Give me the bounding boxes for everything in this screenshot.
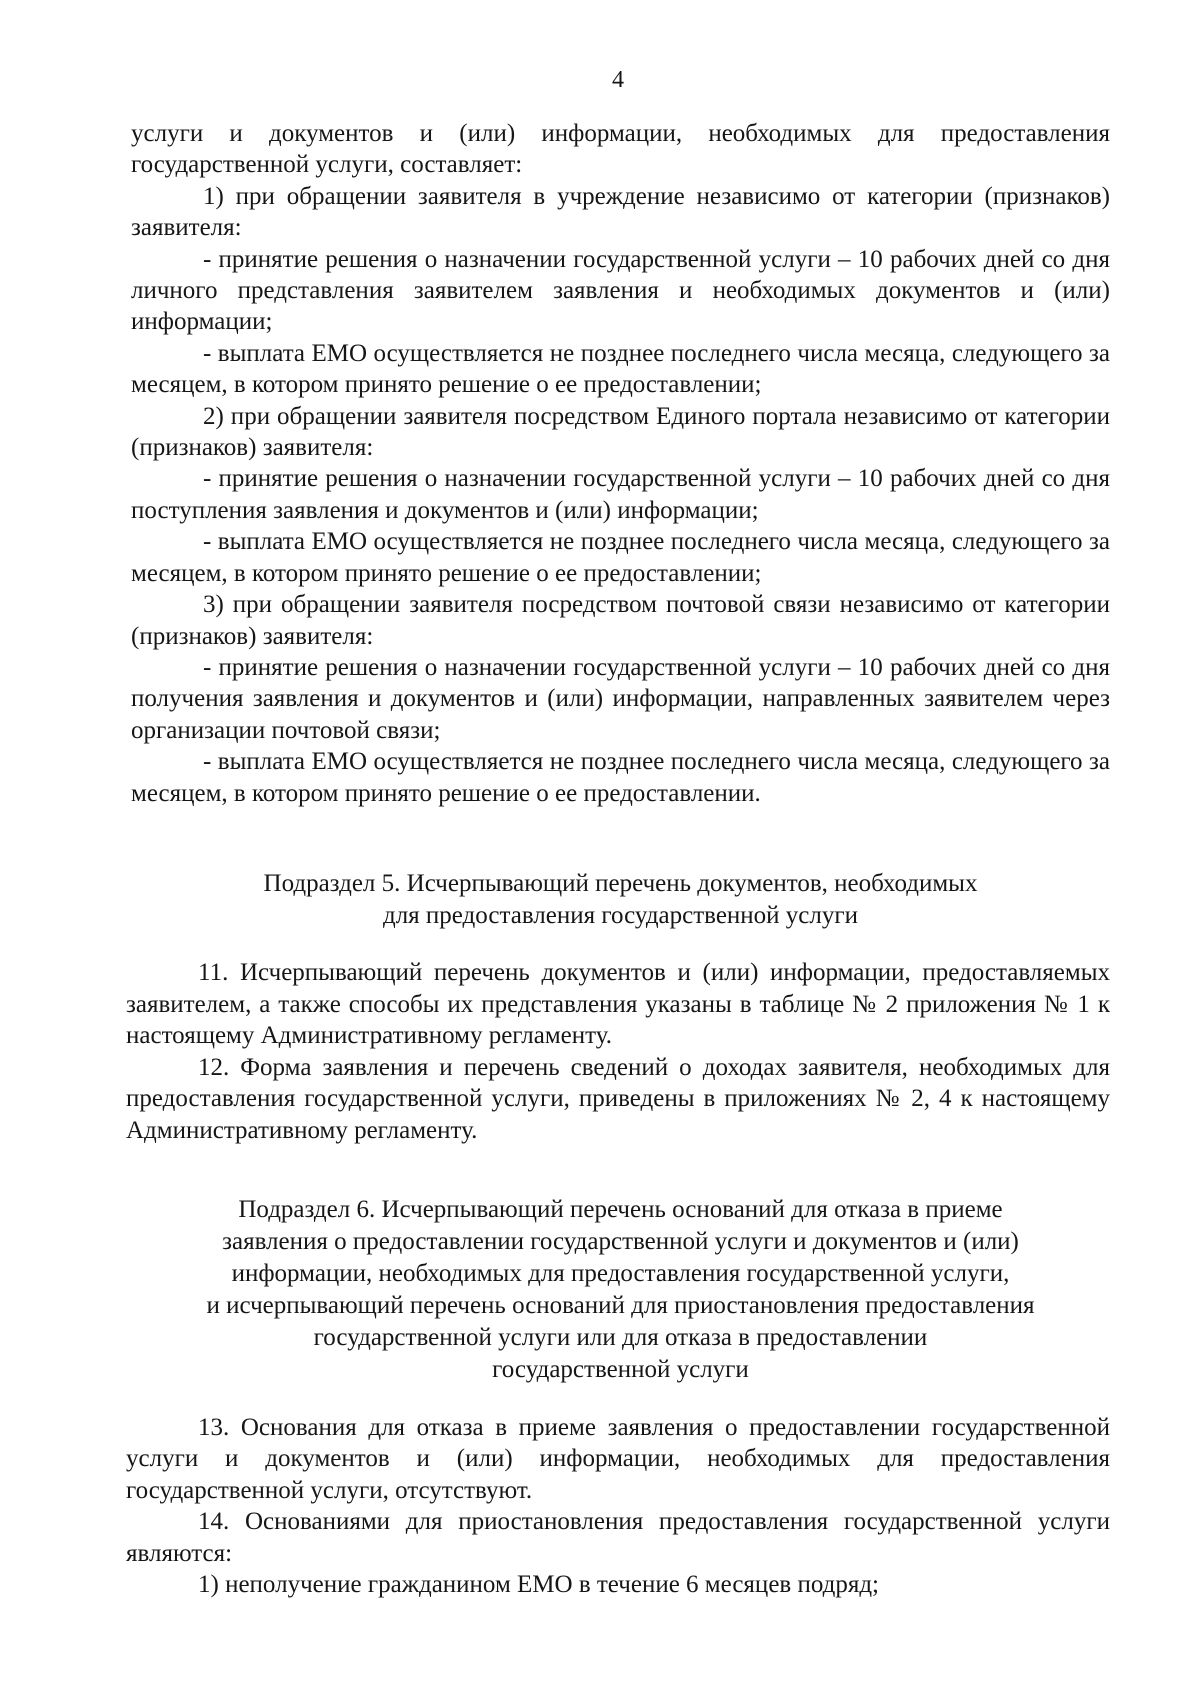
section-6-heading [131,1194,1110,1386]
paragraph: 3) при обращении заявителя посредством почтовой связи независимо от категории (признаков) заявителя: [131,591,1110,650]
top-paragraphs [131,118,1110,809]
heading-line: информации, необходимых для предоставления государственной услуги, [231,1260,1010,1287]
paragraph: - принятие решения о назначении государственной услуги – 10 рабочих дней со дня получения заявления и документов и (или) информации, направленных заявителем через организации почтовой связи; [131,653,1110,744]
heading-line: государственной услуги [492,1356,749,1383]
paragraph: - принятие решения о назначении государственной услуги – 10 рабочих дней со дня личного представления заявителем заявления и необходимых документов и (или) информации; [131,245,1110,336]
paragraph: 2) при обращении заявителя посредством Единого портала независимо от категории (признаков) заявителя: [131,402,1110,462]
paragraph: - выплата ЕМО осуществляется не позднее последнего числа месяца, следующего за месяцем, в котором принято решение о ее предоставлении; [131,339,1110,399]
heading-line: для предоставления государственной услуги [382,902,859,929]
paragraph: 1) неполучение гражданином ЕМО в течение 6 месяцев подряд; [198,1571,880,1599]
paragraph: - выплата ЕМО осуществляется не позднее последнего числа месяца, следующего за месяцем, в котором принято решение о ее предоставлении. [131,748,1110,807]
heading-line: заявления о предоставлении государственной услуги и документов и (или) [222,1228,1019,1255]
paragraph: - принятие решения о назначении государственной услуги – 10 рабочих дней со дня поступления заявления и документов и (или) информации; [131,465,1110,524]
paragraph: 12. Форма заявления и перечень сведений о доходах заявителя, необходимых для предоставления государственной услуги, приведены в приложениях № 2, 4 к настоящему Административному регламенту. [126,1053,1110,1144]
section-6-paragraphs [126,1412,1110,1600]
page-number: 4 [612,67,624,93]
paragraph: 11. Исчерпывающий перечень документов и (или) информации, предоставляемых заявителем, а также способы их представления указаны в таблице № 2 приложения № 1 к настоящему Административному регламенту. [126,959,1110,1050]
heading-line: и исчерпывающий перечень оснований для приостановления предоставления [206,1292,1035,1319]
heading-line: государственной услуги или для отказа в предоставлении [313,1324,928,1351]
heading-line: Подраздел 6. Исчерпывающий перечень оснований для отказа в приеме [238,1196,1003,1223]
paragraph: 14. Основаниями для приостановления предоставления государственной услуги являются: [126,1508,1110,1567]
paragraph: услуги и документов и (или) информации, необходимых для предоставления государственной услуги, составляет: [131,120,1110,179]
paragraph: 1) при обращении заявителя в учреждение независимо от категории (признаков) заявителя: [131,182,1110,242]
paragraph: 13. Основания для отказа в приеме заявления о предоставлении государственной услуги и документов и (или) информации, необходимых для предоставления государственной услуги, отсутствуют. [126,1414,1110,1504]
paragraph: - выплата ЕМО осуществляется не позднее последнего числа месяца, следующего за месяцем, в котором принято решение о ее предоставлении; [131,528,1110,587]
section-5-paragraphs [126,957,1110,1147]
heading-line: Подраздел 5. Исчерпывающий перечень документов, необходимых [263,870,978,897]
section-5-heading [131,868,1110,932]
